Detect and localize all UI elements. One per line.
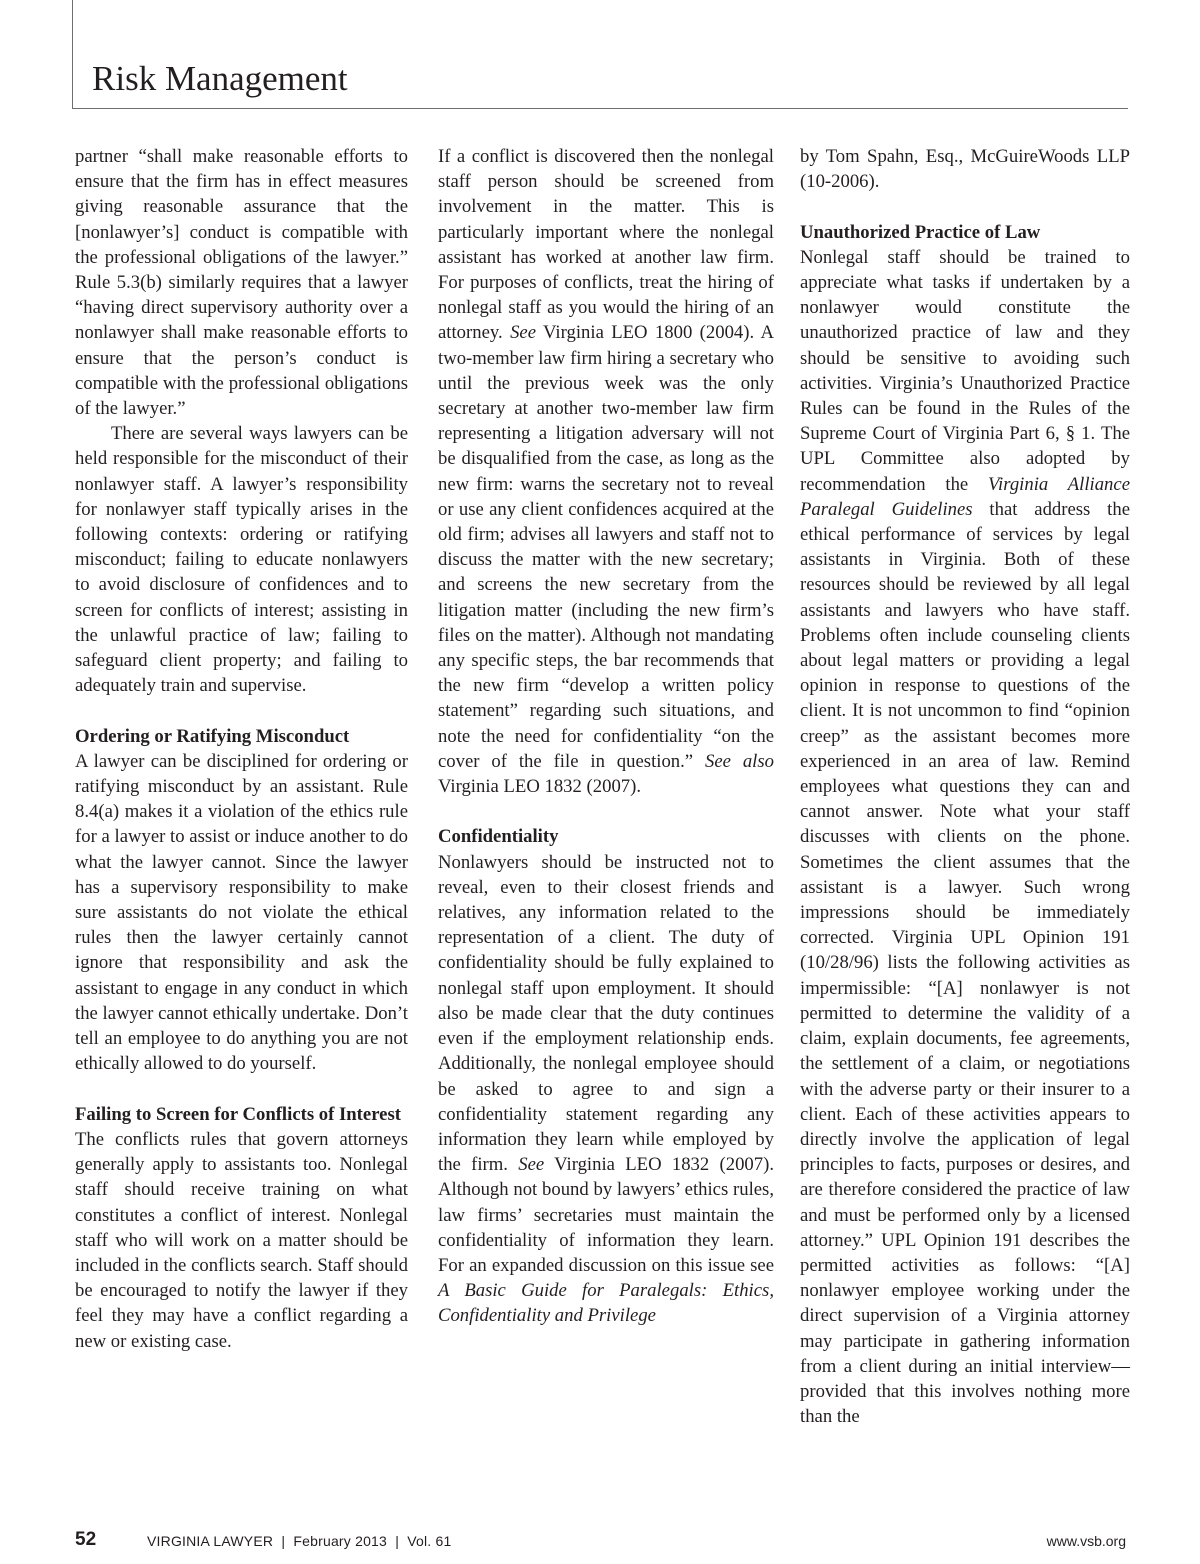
article-column-2 (438, 144, 774, 1444)
text-run: Virginia LEO 1832 (2007). Although not bound by lawyers’ ethics rules, law firms’ secretaries must maintain the confidentiality of information they learn. For an expanded discussion on this issue see (438, 1154, 774, 1276)
section-title: Risk Management (92, 59, 348, 98)
subheading-confidentiality: Confidentiality (438, 826, 559, 848)
paragraph: There are several ways lawyers can be held responsible for the misconduct of their nonlawyer staff. A lawyer’s responsibility for nonlawyer staff typically arises in the following contexts: ordering or ratifying misconduct; failing to educate nonlawyers to avoid disclosure of confidences and to screen for conflicts of interest; assisting in the unlawful practice of law; failing to safeguard client property; and failing to adequately train and supervise. (75, 423, 408, 697)
paragraph: partner “shall make reasonable efforts to ensure that the firm has in effect measures giving reasonable assurance that the [nonlawyer’s] conduct is compatible with the professional obligations of the lawyer.” Rule 5.3(b) similarly requires that a lawyer “having direct supervisory authority over a nonlawyer shall make reasonable efforts to ensure that the person’s conduct is compatible with the professional obligations of the lawyer.” (75, 146, 408, 420)
article-column-3 (800, 144, 1130, 1444)
paragraph: A lawyer can be disciplined for ordering or ratifying misconduct by an assistant. Rule 8.4(a) makes it a violation of the ethics rule for a lawyer to assist or induce another to do what the lawyer cannot. Since the lawyer has a supervisory responsibility to make sure assistants do not violate the ethical rules then the lawyer certainly cannot ignore that responsibility and ask the assistant to engage in any conduct in which the lawyer cannot ethically undertake. Don’t tell an employee to do anything you are not ethically allowed to do yourself. (75, 750, 408, 1075)
paragraph (800, 245, 1130, 1430)
publication-title: Virginia Alliance Paralegal Guidelines (800, 473, 1130, 520)
website-link[interactable]: www.vsb.org (1046, 1533, 1126, 1549)
paragraph: The conflicts rules that govern attorneys generally apply to assistants too. Nonlegal staff should receive training on what constitutes a conflict of interest. Nonlegal staff who will work on a matter should be included in the conflicts search. Staff should be encouraged to notify the lawyer if they feel they may have a conflict regarding a new or existing case. (75, 1128, 408, 1352)
publication-title: A Basic Guide for Paralegals: Ethics, Confidentiality and Privilege (438, 1280, 774, 1327)
article-column-1 (75, 144, 408, 1444)
subheading-screen-conflicts: Failing to Screen for Conflicts of Interest (75, 1103, 401, 1125)
citation-signal: See (518, 1154, 545, 1176)
text-run: Virginia LEO 1800 (2004). A two-member law firm hiring a secretary who until the previous week was the only secretary at another two-member law firm representing a litigation adversary will not be disqualified from the case, as long as the new firm: warns the secretary not to reveal or use any client confidences acquired at the old firm; advises all lawyers and staff not to discuss the matter with the new secretary; and screens the new secretary from the litigation matter (including the new firm’s files on the matter). Although not mandating any specific steps, the bar recommends that the new firm “develop a written policy statement” regarding such situations, and note the need for confidentiality “on the cover of the file in question.” (438, 322, 774, 772)
text-run: Nonlegal staff should be trained to appreciate what tasks if undertaken by a nonlawyer would constitute the unauthorized practice of law and they should be sensitive to avoiding such activities. Virginia’s Unauthorized Practice Rules can be found in the Rules of the Supreme Court of Virginia Part 6, § 1. The UPL Committee also adopted by recommendation the (800, 246, 1130, 495)
text-run: Nonlawyers should be instructed not to reveal, even to their closest friends and relatives, any information related to the representation of a client. The duty of confidentiality should be fully explained to nonlegal staff upon employment. It should also be made clear that the duty continues even if the employment relationship ends. Additionally, the nonlegal employee should be asked to agree to and sign a confidentiality statement regarding any information they learn while employed by the firm. (438, 851, 774, 1176)
paragraph: by Tom Spahn, Esq., McGuireWoods LLP (10-2006). (800, 146, 1130, 193)
citation-signal: See also (705, 750, 774, 772)
paragraph (438, 144, 774, 799)
header-rule-horizontal (72, 108, 1128, 109)
header-rule-vertical (72, 0, 73, 108)
page-footer (0, 1528, 1200, 1552)
subheading-ordering-misconduct: Ordering or Ratifying Misconduct (75, 725, 350, 747)
citation-signal: See (510, 322, 536, 344)
paragraph (438, 850, 774, 1329)
subheading-unauthorized-practice: Unauthorized Practice of Law (800, 221, 1041, 243)
text-run: Virginia LEO 1832 (2007). (438, 776, 642, 798)
text-run: If a conflict is discovered then the nonlegal staff person should be screened from involvement in the matter. This is particularly important where the nonlegal assistant has worked at another law firm. For purposes of conflicts, treat the hiring of nonlegal staff as you would the hiring of an attorney. (438, 146, 774, 344)
publication-info: VIRGINIA LAWYER | February 2013 | Vol. 61 (147, 1533, 452, 1549)
text-run: that address the ethical performance of services by legal assistants in Virginia. Both of these resources should be reviewed by all legal assistants and lawyers who have staff. Problems often include counseling clients about legal matters or providing a legal opinion in response to questions of the client. It is not uncommon to find “opinion creep” as the assistant becomes more experienced in an area of law. Remind employees what questions they can and cannot answer. Note what your staff discusses with clients on the phone. Sometimes the client assumes that the assistant is a lawyer. Such wrong impressions should be immediately corrected. Virginia UPL Opinion 191 (10/28/96) lists the following activities as impermissible: “[A] nonlawyer is not permitted to determine the validity of a claim, explain documents, fee agreements, the settlement of a claim, or negotiations with the adverse party or their insurer to a client. Each of these activities appears to directly involve the application of legal principles to facts, purposes or desires, and are therefore considered the practice of law and must be performed only by a licensed attorney.” UPL Opinion 191 describes the permitted activities as follows: “[A] nonlawyer employee working under the direct supervision of a Virginia attorney may participate in gathering information from a client during an initial interview—provided that this involves nothing more than the (800, 498, 1130, 1428)
page-number: 52 (75, 1529, 97, 1550)
